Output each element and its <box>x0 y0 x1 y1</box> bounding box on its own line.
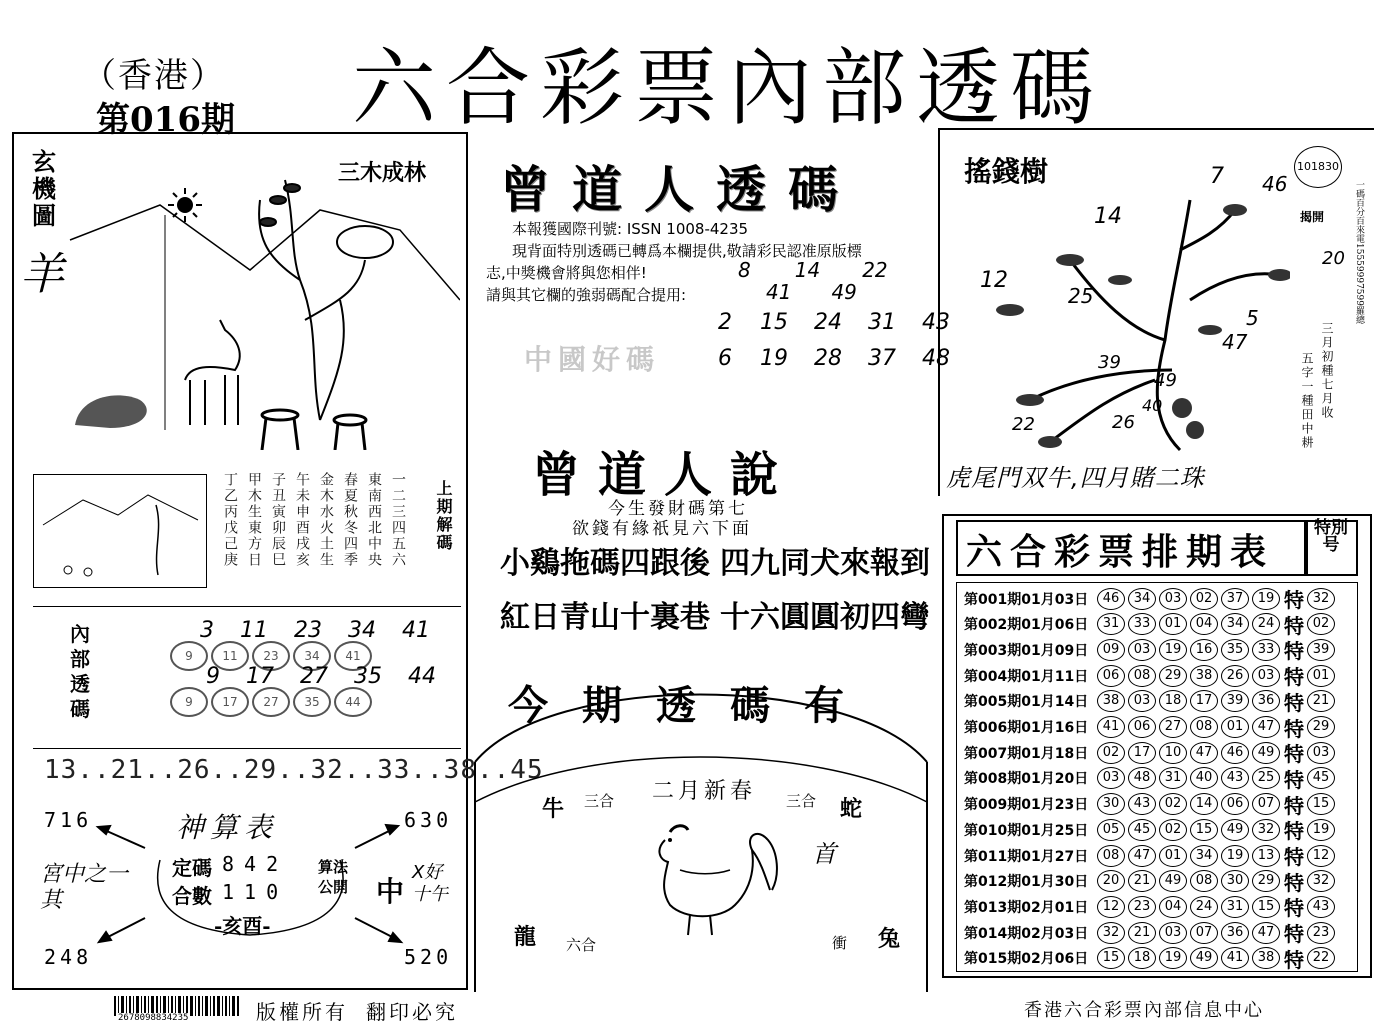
hand-number: 19 <box>760 346 788 371</box>
sanhe-label: 三合 <box>786 792 817 810</box>
number-ball: 36 <box>1252 690 1280 712</box>
special-ball: 21 <box>1307 690 1335 712</box>
number-ball: 09 <box>1097 639 1125 661</box>
tree-num: 22 <box>1012 414 1035 435</box>
number-ball: 34 <box>1190 845 1218 867</box>
number-ball: 17 <box>1190 690 1218 712</box>
hand-number: 34 <box>348 618 376 643</box>
hand-number: 49 <box>831 280 857 304</box>
tree-num: 12 <box>980 268 1008 293</box>
arch-title-text: 今期透碼有 <box>508 682 878 729</box>
tree-num: 46 <box>1262 172 1288 196</box>
number-ball: 06 <box>1128 716 1156 738</box>
number-ball: 04 <box>1190 613 1218 635</box>
schedule-row <box>964 766 1338 791</box>
number-ball: 47 <box>1252 922 1280 944</box>
arch-title <box>508 674 908 754</box>
number-ball: 14 <box>1190 793 1218 815</box>
number-ball: 47 <box>1190 742 1218 764</box>
schedule-title: 六合彩票排期表 <box>966 531 1275 573</box>
poem-columns: 春夏秋冬四季 <box>342 472 358 568</box>
number-ball: 31 <box>1097 613 1125 635</box>
schedule-row-label: 第015期02月06日 <box>964 951 1089 968</box>
special-ball: 15 <box>1307 793 1335 815</box>
no-copy: 翻印必究 <box>366 1000 458 1024</box>
inner-balls-row2 <box>170 687 375 717</box>
schedule-row <box>964 920 1338 945</box>
sun-icon <box>168 188 202 222</box>
number-ball: 07 <box>1252 793 1280 815</box>
schedule-row-label: 第001期01月03日 <box>964 591 1089 608</box>
schedule-row-label: 第013期02月01日 <box>964 899 1089 916</box>
shensuan-tr: 630 <box>404 808 453 832</box>
special-mark: 特 <box>1284 947 1304 972</box>
number-ball: 04 <box>1159 896 1187 918</box>
region-label: （香港） <box>82 56 226 96</box>
special-label: 特別号 <box>1314 518 1348 555</box>
goat-icon <box>185 320 240 425</box>
schedule-row <box>964 689 1338 714</box>
hand-code-row2 <box>718 310 950 335</box>
schedule-row-label: 第006期01月16日 <box>964 720 1089 736</box>
shensuan-tl: 716 <box>44 808 93 832</box>
number-ball: 19 <box>1159 639 1187 661</box>
number-ball: 19 <box>1159 947 1187 969</box>
special-mark: 特 <box>1284 716 1304 741</box>
schedule-row <box>964 792 1338 817</box>
number-ball: 30 <box>1097 793 1125 815</box>
special-mark: 特 <box>1284 613 1304 638</box>
hand-number: 35 <box>354 664 382 689</box>
schedule-row <box>964 869 1338 894</box>
number-ball: 26 <box>1221 665 1249 687</box>
number-ball: 06 <box>1097 665 1125 687</box>
number-ball: 15 <box>1097 947 1125 969</box>
number-ball: 21 <box>1128 922 1156 944</box>
number-ball: 08 <box>1190 716 1218 738</box>
verse: 十六圓圓初四彎 <box>720 600 930 635</box>
number-ball: 35 <box>1221 639 1249 661</box>
tree-num: 25 <box>1068 284 1094 308</box>
hand-number: 37 <box>868 346 896 371</box>
number-ball: 08 <box>1128 665 1156 687</box>
hand-number: 41 <box>402 618 430 643</box>
number-ball: 34 <box>1221 613 1249 635</box>
number-ball: 02 <box>1159 793 1187 815</box>
issn-line: 本報獲國際刊號: ISSN 1008-4235 <box>512 220 749 238</box>
poem-columns: 丁乙丙戊己庚 <box>222 472 238 568</box>
hand-number: 14 <box>794 258 821 282</box>
schedule-row <box>964 586 1338 611</box>
number-ball: 24 <box>1190 896 1218 918</box>
hand-number: 24 <box>814 310 842 335</box>
number-ball: 45 <box>1128 819 1156 841</box>
algo-label: 公開 <box>318 878 349 896</box>
tree-title: 搖錢樹 <box>964 155 1049 188</box>
poem-columns: 東南西北中央 <box>366 472 382 568</box>
notice-line: 志,中獎機會將與您相伴! <box>486 264 647 282</box>
zodiac-tu: 兔 <box>878 926 901 952</box>
inner-code-label: 內部透碼 <box>70 622 90 721</box>
number-ball: 01 <box>1159 613 1187 635</box>
notice-line: 現背面特別透碼已轉爲本欄提供,敬請彩民認准原版標 <box>512 242 862 260</box>
number-ball: 15 <box>1190 819 1218 841</box>
number-ball: 13 <box>1252 845 1280 867</box>
number-ball: 30 <box>1221 870 1249 892</box>
hand-number: 23 <box>294 618 322 643</box>
schedule-row-label: 第010期01月25日 <box>964 822 1089 839</box>
shuo-line: 欲錢有緣祇見六下面 <box>572 519 752 539</box>
tree-num: 40 <box>1142 396 1163 415</box>
number-ball: 05 <box>1097 819 1125 841</box>
number-ball: 41 <box>1221 947 1249 969</box>
divider <box>33 748 461 749</box>
poem-columns: 金木水火土生 <box>318 472 334 568</box>
hand-code-row1 <box>738 258 888 282</box>
special-mark: 特 <box>1284 767 1304 792</box>
special-ball: 22 <box>1307 947 1335 969</box>
side-note: 五字一種田中耕 <box>1300 352 1314 450</box>
number-ball: 24 <box>1252 613 1280 635</box>
special-ball: 23 <box>1307 922 1335 944</box>
number-ball: 33 <box>1252 639 1280 661</box>
special-ball: 29 <box>1307 716 1335 738</box>
zodiac-long: 龍 <box>514 924 537 950</box>
number-ball: 9 <box>170 641 208 671</box>
number-ball: 01 <box>1159 845 1187 867</box>
number-ball: 38 <box>1097 690 1125 712</box>
tree-num: 20 <box>1322 248 1345 269</box>
special-ball: 19 <box>1307 819 1335 841</box>
poem-columns: 一二三四五六 <box>390 472 406 568</box>
special-ball: 12 <box>1307 845 1335 867</box>
hand-number: 11 <box>240 618 268 643</box>
number-ball: 03 <box>1159 588 1187 610</box>
number-ball: 49 <box>1221 819 1249 841</box>
number-ball: 32 <box>1097 922 1125 944</box>
number-ball: 27 <box>1159 716 1187 738</box>
xuanji-char: 羊 <box>20 249 64 300</box>
number-ball: 49 <box>1190 947 1218 969</box>
chong-label: 衝 <box>832 934 848 952</box>
special-mark: 特 <box>1284 845 1304 869</box>
number-ball: 07 <box>1190 922 1218 944</box>
zodiac-she: 蛇 <box>840 796 863 822</box>
tree-num: 49 <box>1154 370 1177 391</box>
number-ball: 06 <box>1221 793 1249 815</box>
schedule-row <box>964 894 1338 919</box>
footer-center: 香港六合彩票內部信息中心 <box>1024 1000 1264 1021</box>
hand-number: 28 <box>814 346 842 371</box>
poem-columns: 午未申酉戌亥 <box>294 472 310 568</box>
he-label: 合數 <box>172 884 212 908</box>
tree-num: 26 <box>1112 412 1135 433</box>
hand-number: 27 <box>300 664 328 689</box>
verse: 小鷄拖碼四跟後 <box>500 546 710 581</box>
barcode-number: 2678098834235 <box>118 1013 189 1023</box>
schedule-row <box>964 612 1338 637</box>
number-ball: 12 <box>1097 896 1125 918</box>
special-ball: 45 <box>1307 767 1335 789</box>
hand-number: 8 <box>738 258 751 282</box>
shuo-title: 曾道人說 <box>532 447 797 503</box>
sanmu-label: 三木成林 <box>338 160 427 186</box>
hand-note-left: 宮中之一 其 <box>40 862 129 913</box>
number-ball: 40 <box>1190 767 1218 789</box>
copyright: 版權所有 <box>256 1000 348 1024</box>
spring-label: 二月新春 <box>652 779 757 804</box>
hand-number: 48 <box>922 346 950 371</box>
number-ball: 02 <box>1159 819 1187 841</box>
special-mark: 特 <box>1284 896 1304 921</box>
tree-icon <box>259 180 393 420</box>
special-ball: 39 <box>1307 639 1335 661</box>
special-mark: 特 <box>1284 690 1304 715</box>
he-value: 110 <box>222 880 289 904</box>
schedule-row-label: 第007期01月18日 <box>964 745 1089 762</box>
number-ball: 03 <box>1252 665 1280 687</box>
tree-num: 5 <box>1246 306 1259 330</box>
number-ball: 33 <box>1128 613 1156 635</box>
special-ball: 32 <box>1307 870 1335 892</box>
hand-number: 41 <box>766 280 792 304</box>
xuanji-illustration <box>20 170 460 450</box>
number-ball: 32 <box>1252 819 1280 841</box>
special-ball: 32 <box>1307 588 1335 610</box>
hand-number: 43 <box>922 310 950 335</box>
inner-hand-row2 <box>206 664 436 689</box>
issue-number: 第016期 <box>96 100 235 140</box>
number-ball: 17 <box>1128 742 1156 764</box>
tree-num: 14 <box>1094 204 1122 229</box>
number-ball: 34 <box>1128 588 1156 610</box>
special-mark: 特 <box>1284 588 1304 612</box>
shuo-line: 今生發財碼第七 <box>608 499 748 519</box>
schedule-row-label: 第004期01月11日 <box>964 668 1089 685</box>
special-mark: 特 <box>1284 793 1304 818</box>
number-ball: 23 <box>1128 896 1156 918</box>
faded-stamp: 中國好碼 <box>524 343 661 376</box>
number-ball: 43 <box>1128 793 1156 815</box>
hand-number: 6 <box>718 346 732 371</box>
shensuan-title: 神算表 <box>176 811 279 844</box>
number-ball: 16 <box>1190 639 1218 661</box>
schedule-row-label: 第009期01月23日 <box>964 797 1089 814</box>
number-ball: 23 <box>252 641 290 671</box>
number-ball: 03 <box>1128 690 1156 712</box>
hand-number: 9 <box>206 664 220 689</box>
schedule-row <box>964 817 1338 842</box>
number-ball: 11 <box>211 641 249 671</box>
tree-num: 47 <box>1222 330 1248 354</box>
verse: 四九同犬來報到 <box>720 546 930 581</box>
zodiac-pair: -亥酉- <box>214 914 271 938</box>
schedule-row <box>964 946 1338 971</box>
number-ball: 03 <box>1097 767 1125 789</box>
number-ball: 48 <box>1128 767 1156 789</box>
number-ball: 49 <box>1159 870 1187 892</box>
number-ball: 08 <box>1190 870 1218 892</box>
number-ball: 17 <box>211 687 249 717</box>
number-ball: 31 <box>1221 896 1249 918</box>
schedule-row-label: 第002期01月06日 <box>964 617 1089 634</box>
notice-line: 請與其它欄的強弱碼配合提用: <box>486 286 687 304</box>
vertical-note: 一碼百分百來電15559997599羅總 <box>1354 180 1364 324</box>
hand-number: 2 <box>718 310 732 335</box>
special-mark: 特 <box>1284 870 1304 895</box>
stool-icon <box>262 410 366 450</box>
hand-number: 22 <box>862 258 888 282</box>
number-ball: 37 <box>1221 588 1249 610</box>
schedule-row-label: 第012期01月30日 <box>964 874 1089 891</box>
number-ball: 02 <box>1097 742 1125 764</box>
special-mark: 特 <box>1284 665 1304 690</box>
algo-label: 算法 <box>318 858 349 876</box>
number-ball: 49 <box>1252 742 1280 764</box>
special-mark: 特 <box>1284 742 1304 767</box>
number-ball: 19 <box>1252 588 1280 610</box>
schedule-row-label: 第011期01月27日 <box>964 848 1089 865</box>
inner-hand-row1 <box>200 618 430 643</box>
special-ball: 03 <box>1307 742 1335 764</box>
side-note: 三月初種七月收 <box>1320 322 1334 420</box>
schedule-rows <box>956 586 1360 972</box>
number-ball: 38 <box>1190 665 1218 687</box>
number-ball: 9 <box>170 687 208 717</box>
number-ball: 27 <box>252 687 290 717</box>
special-mark: 特 <box>1284 922 1304 947</box>
poem-title: 上期解碼 <box>434 480 453 552</box>
number-ball: 31 <box>1159 767 1187 789</box>
number-ball: 34 <box>293 641 331 671</box>
divider <box>33 606 461 607</box>
schedule-row-label: 第008期01月20日 <box>964 771 1089 788</box>
poem-columns: 子丑寅卯辰巳 <box>270 472 286 568</box>
hand-code-row1b <box>766 280 857 304</box>
special-ball: 01 <box>1307 665 1335 687</box>
hand-number: 17 <box>246 664 274 689</box>
number-ball: 10 <box>1159 742 1187 764</box>
number-ball: 21 <box>1128 870 1156 892</box>
bottom-hand-note: 虎尾門双牛,四月賭二珠 <box>946 464 1205 492</box>
zdr-title: 曾道人透碼 <box>500 160 860 219</box>
number-ball: 29 <box>1159 665 1187 687</box>
number-ball: 47 <box>1128 845 1156 867</box>
schedule-row-label: 第014期02月03日 <box>964 925 1089 942</box>
number-ball: 39 <box>1221 690 1249 712</box>
rooster-icon <box>640 820 790 940</box>
number-ball: 36 <box>1221 922 1249 944</box>
zhong-mark: 中 <box>376 875 405 908</box>
number-ball: 29 <box>1252 870 1280 892</box>
special-ball: 43 <box>1307 896 1335 918</box>
shensuan-bl: 248 <box>44 945 93 969</box>
xuanji-title: 玄機圖 <box>32 147 56 230</box>
number-ball: 15 <box>1252 896 1280 918</box>
schedule-row <box>964 715 1338 740</box>
number-ball: 47 <box>1252 716 1280 738</box>
stamp-badge: 101830 <box>1294 146 1342 188</box>
number-ball: 44 <box>334 687 372 717</box>
number-ball: 43 <box>1221 767 1249 789</box>
special-ball: 02 <box>1307 613 1335 635</box>
jie-label: 揭開 <box>1300 210 1325 224</box>
zodiac-niu: 牛 <box>542 796 565 822</box>
shensuan-br: 520 <box>404 945 453 969</box>
tree-num: 39 <box>1098 352 1121 373</box>
number-ball: 08 <box>1097 845 1125 867</box>
ding-value: 842 <box>222 852 289 876</box>
number-ball: 46 <box>1097 588 1125 610</box>
number-ball: 46 <box>1221 742 1249 764</box>
hand-number: 15 <box>760 310 788 335</box>
number-ball: 01 <box>1221 716 1249 738</box>
schedule-row <box>964 663 1338 688</box>
number-ball: 20 <box>1097 870 1125 892</box>
tree-num: 7 <box>1210 164 1224 189</box>
number-ball: 18 <box>1128 947 1156 969</box>
schedule-row-label: 第003期01月09日 <box>964 642 1089 659</box>
liuhe-label: 六合 <box>566 936 597 954</box>
number-ball: 38 <box>1252 947 1280 969</box>
schedule-row-label: 第005期01月14日 <box>964 694 1089 711</box>
hand-number: 44 <box>408 664 436 689</box>
verse: 紅日青山十裏巷 <box>500 600 710 635</box>
number-ball: 19 <box>1221 845 1249 867</box>
ding-label: 定碼 <box>172 856 212 880</box>
special-mark: 特 <box>1284 639 1304 664</box>
shou-mark: 首 <box>812 840 836 868</box>
number-ball: 41 <box>334 641 372 671</box>
number-strip: 13..21..26..29..32..33..38..45 <box>44 755 544 785</box>
number-ball: 41 <box>1097 716 1125 738</box>
schedule-row <box>964 740 1338 765</box>
rock-icon <box>75 395 147 428</box>
sanhe-label: 三合 <box>584 792 615 810</box>
number-ball: 25 <box>1252 767 1280 789</box>
schedule-row <box>964 843 1338 868</box>
hand-code-row3 <box>718 346 950 371</box>
number-ball: 18 <box>1159 690 1187 712</box>
number-ball: 35 <box>293 687 331 717</box>
hand-note-right: X好 十午 <box>412 862 448 905</box>
number-ball: 03 <box>1128 639 1156 661</box>
number-ball: 02 <box>1190 588 1218 610</box>
schedule-row <box>964 637 1338 662</box>
special-mark: 特 <box>1284 819 1304 844</box>
poem-columns: 甲木生東方日 <box>246 472 262 568</box>
hand-number: 31 <box>868 310 896 335</box>
page-title: 六合彩票內部透碼 <box>352 39 1105 137</box>
number-ball: 03 <box>1159 922 1187 944</box>
small-picture-drawing <box>38 480 203 582</box>
hand-number: 3 <box>200 618 214 643</box>
